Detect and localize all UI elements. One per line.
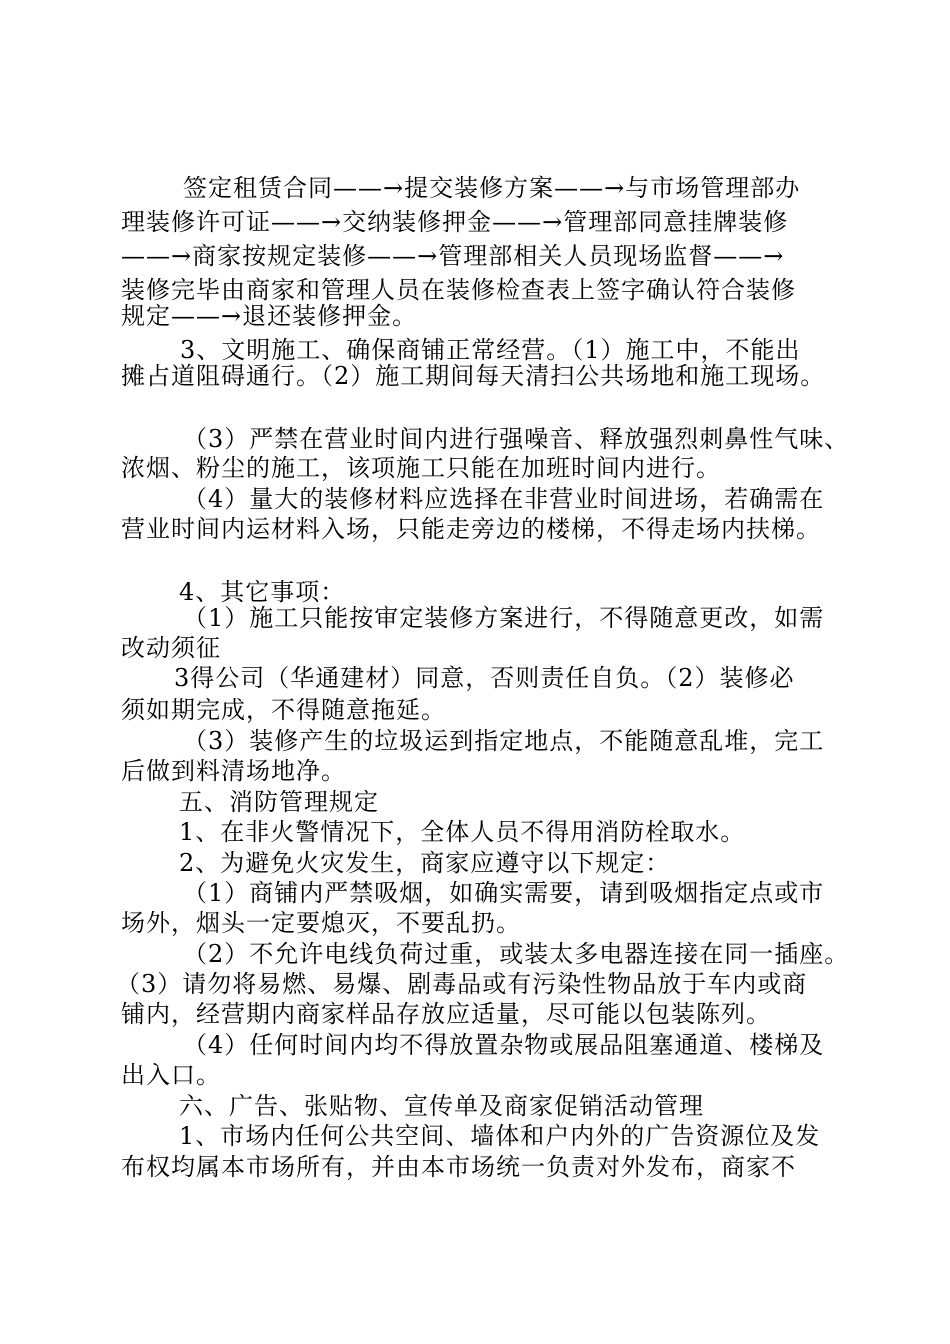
section-heading: 五、消防管理规定	[179, 788, 379, 816]
text-line: 摊占道阻碍通行。（2）施工期间每天清扫公共场地和施工现场。	[121, 362, 826, 390]
text-line: 2、为避免火灾发生，商家应遵守以下规定：	[179, 849, 671, 877]
text-line: 理装修许可证——→交纳装修押金——→管理部同意挂牌装修	[121, 208, 789, 236]
text-line: 3、文明施工、确保商铺正常经营。（1）施工中，不能出	[180, 336, 801, 364]
text-line: 场外，烟头一定要熄灭，不要乱扔。	[121, 909, 521, 937]
text-line: 装修完毕由商家和管理人员在装修检查表上签字确认符合装修	[121, 276, 796, 304]
text-line: （3）装修产生的垃圾运到指定地点，不能随意乱堆，完工	[183, 727, 825, 755]
text-line: 1、市场内任何公共空间、墙体和户内外的广告资源位及发	[179, 1122, 821, 1150]
text-line: 营业时间内运材料入场，只能走旁边的楼梯，不得走场内扶梯。	[121, 515, 821, 543]
text-line: 规定——→退还装修押金。	[121, 302, 418, 330]
text-line: （4）任何时间内均不得放置杂物或展品阻塞通道、楼梯及	[183, 1031, 825, 1059]
text-line: （3）请勿将易燃、易爆、剧毒品或有污染性物品放于车内或商	[116, 970, 808, 998]
text-line: 布权均属本市场所有，并由本市场统一负责对外发布，商家不	[121, 1153, 796, 1181]
text-line: 改动须征	[121, 634, 221, 662]
text-line: （1）商铺内严禁吸烟，如确实需要，请到吸烟指定点或市	[183, 879, 825, 907]
text-line: 浓烟、粉尘的施工，该项施工只能在加班时间内进行。	[121, 454, 721, 482]
section-heading: 六、广告、张贴物、宣传单及商家促销活动管理	[179, 1092, 704, 1120]
text-line: ——→商家按规定装修——→管理部相关人员现场监督——→	[121, 242, 785, 270]
text-line: 铺内，经营期内商家样品存放应适量，尽可能以包装陈列。	[121, 1000, 771, 1028]
text-line: （3）严禁在营业时间内进行强噪音、释放强烈刺鼻性气味、	[183, 425, 850, 453]
text-line: （1）施工只能按审定装修方案进行，不得随意更改，如需	[183, 604, 825, 632]
text-line: 后做到料清场地净。	[121, 757, 346, 785]
text-line: 签定租赁合同——→提交装修方案——→与市场管理部办	[183, 174, 801, 202]
text-line: 1、在非火警情况下，全体人员不得用消防栓取水。	[179, 818, 746, 846]
text-line: 3得公司（华通建材）同意，否则责任自负。（2）装修必	[174, 664, 795, 692]
text-line: （4）量大的装修材料应选择在非营业时间进场，若确需在	[183, 485, 825, 513]
text-line: 4、其它事项：	[179, 578, 346, 606]
text-line: 出入口。	[121, 1061, 221, 1089]
text-line: （2）不允许电线负荷过重，或装太多电器连接在同一插座。	[183, 940, 850, 968]
text-line: 须如期完成，不得随意拖延。	[121, 696, 446, 724]
